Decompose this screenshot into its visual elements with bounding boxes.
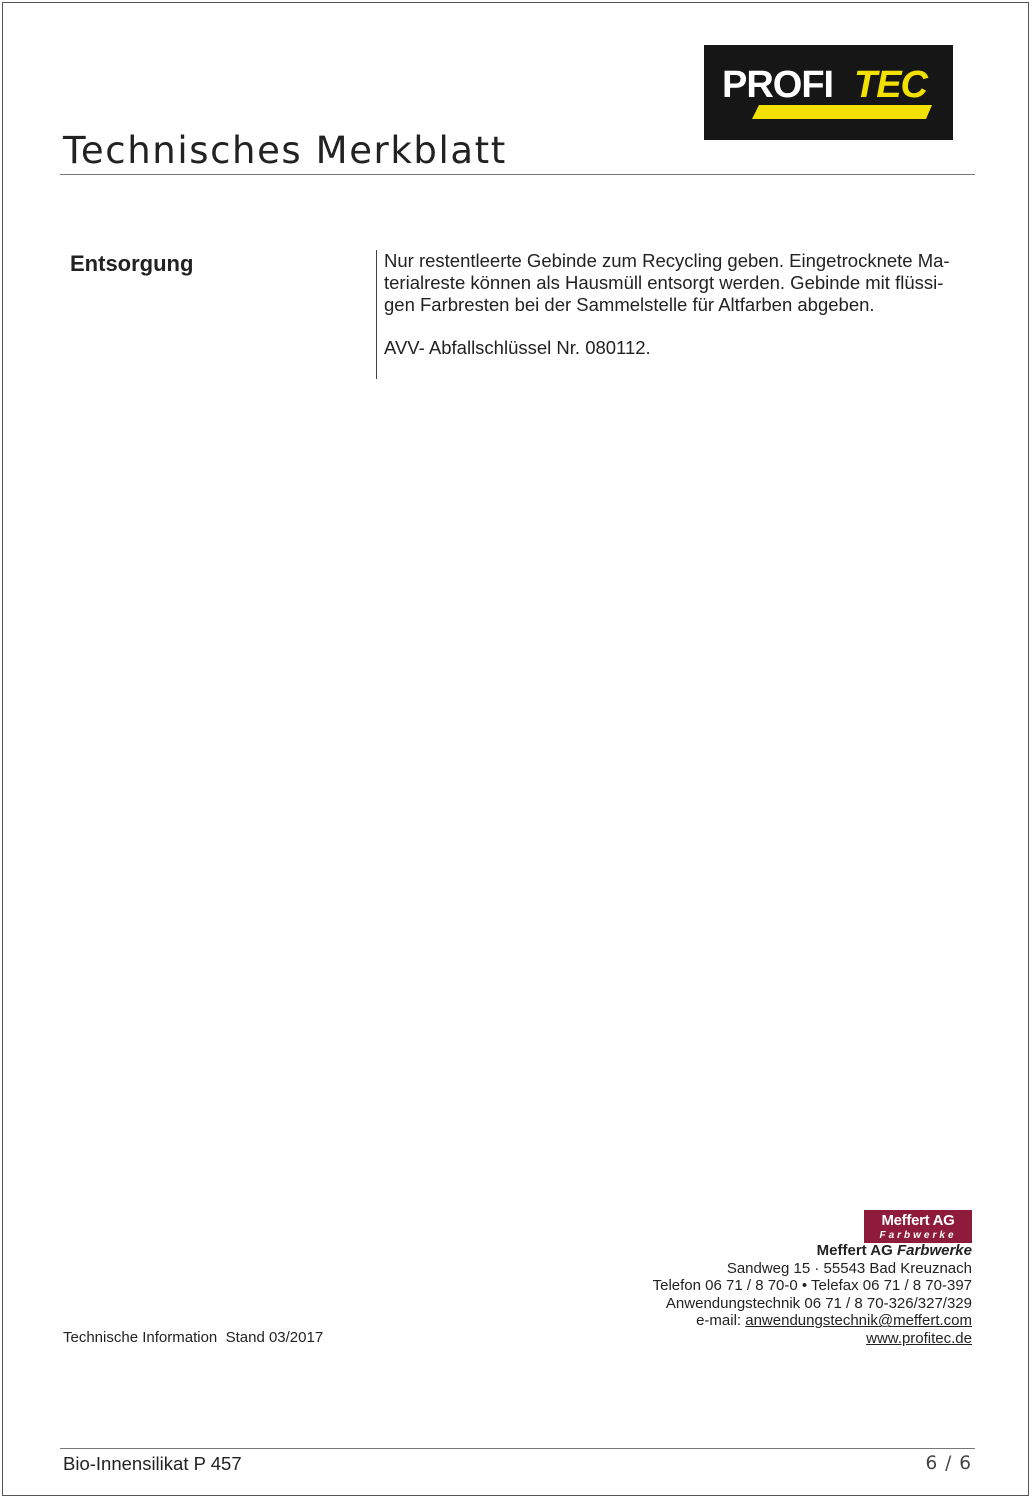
product-name: Bio-Innensilikat P 457 bbox=[63, 1453, 242, 1474]
company-address-block bbox=[653, 1242, 972, 1348]
logo-text-profi: PROFI bbox=[722, 64, 834, 106]
avv-code: AVV- Abfallschlüssel Nr. 080112. bbox=[384, 337, 651, 358]
profitec-logo bbox=[704, 45, 953, 140]
page-title: Technisches Merkblatt bbox=[63, 128, 507, 172]
company-website-line bbox=[653, 1330, 972, 1348]
company-street: Sandweg 15 · 55543 Bad Kreuznach bbox=[726, 1259, 972, 1277]
footer-divider bbox=[60, 1448, 975, 1449]
logo-text-tec: TEC bbox=[854, 64, 927, 106]
company-email-line bbox=[653, 1312, 972, 1330]
body-line: terialreste können als Hausmüll entsorgt werden. Gebinde mit flüssi- bbox=[384, 272, 944, 293]
email-label: e-mail: bbox=[696, 1312, 742, 1330]
logo-accent-bar bbox=[752, 105, 932, 119]
body-line: Nur restentleerte Gebinde zum Recycling geben. Eingetrocknete Ma- bbox=[384, 250, 950, 271]
company-phone: Telefon 06 71 / 8 70-0 • Telefax 06 71 / 8 70-397 bbox=[652, 1277, 972, 1295]
body-line: gen Farbresten bei der Sammelstelle für Altfarben abgeben. bbox=[384, 294, 875, 315]
company-name: Meffert AG Farbwerke bbox=[816, 1242, 972, 1259]
website-link[interactable]: www.profitec.de bbox=[866, 1329, 972, 1347]
tech-info-date: Technische Information Stand 03/2017 bbox=[63, 1329, 324, 1346]
meffert-logo bbox=[864, 1210, 972, 1243]
section-label: Entsorgung bbox=[70, 251, 194, 276]
column-divider bbox=[376, 250, 377, 379]
page-number: 6 / 6 bbox=[925, 1453, 972, 1474]
meffert-logo-subline: Farbwerke bbox=[879, 1230, 957, 1241]
email-link[interactable]: anwendungstechnik@meffert.com bbox=[745, 1312, 972, 1330]
meffert-logo-name: Meffert AG bbox=[881, 1212, 955, 1229]
section-body bbox=[384, 250, 970, 359]
company-service-phone: Anwendungstechnik 06 71 / 8 70-326/327/329 bbox=[665, 1294, 972, 1312]
header-divider bbox=[60, 174, 975, 175]
